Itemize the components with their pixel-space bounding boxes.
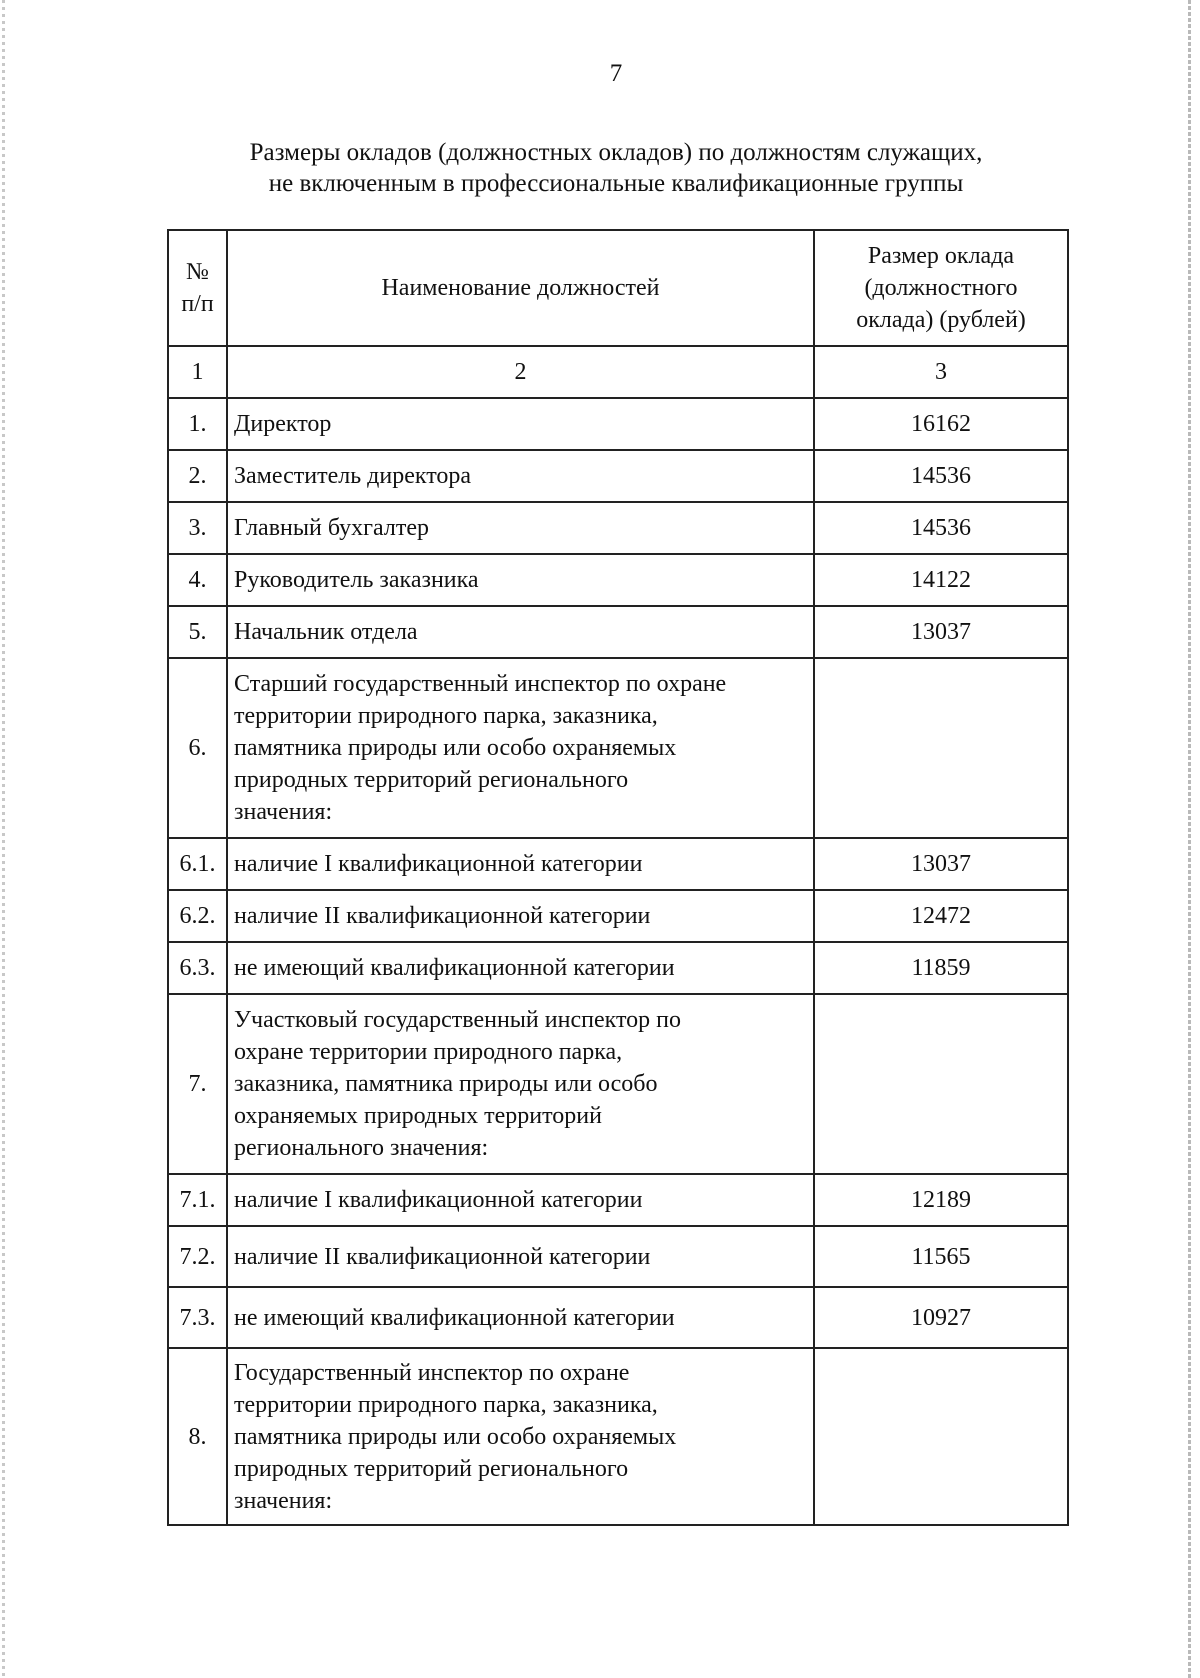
row-name-line: значения: xyxy=(234,799,333,825)
row-num: 4. xyxy=(168,554,227,606)
row-num: 1. xyxy=(168,398,227,450)
row-salary: 14536 xyxy=(814,502,1068,554)
scan-edge-right xyxy=(1188,0,1191,1678)
row-salary: 11565 xyxy=(814,1226,1068,1287)
header-num-line-1: № xyxy=(186,259,209,285)
row-name-line: природных территорий регионального xyxy=(234,1455,629,1482)
row-name-line: Участковый государственный инспектор по xyxy=(234,1007,681,1033)
row-salary: 12472 xyxy=(814,890,1068,942)
row-name: наличие I квалификационной категории xyxy=(227,838,814,890)
row-num: 2. xyxy=(168,450,227,502)
row-name: наличие II квалификационной категории xyxy=(227,890,814,942)
row-num: 6.3. xyxy=(168,942,227,994)
table-row xyxy=(168,606,1068,658)
row-name: наличие I квалификационной категории xyxy=(227,1174,814,1226)
row-num: 7.2. xyxy=(168,1226,227,1287)
row-salary xyxy=(814,994,1068,1174)
row-name: Главный бухгалтер xyxy=(227,502,814,554)
row-name xyxy=(227,994,814,1174)
row-salary: 12189 xyxy=(814,1174,1068,1226)
header-salary xyxy=(814,230,1068,346)
row-salary: 13037 xyxy=(814,606,1068,658)
row-name: наличие II квалификационной категории xyxy=(227,1226,814,1287)
table-row xyxy=(168,994,1068,1174)
table-header-row xyxy=(168,230,1068,346)
row-name-line: памятника природы или особо охраняемых xyxy=(234,735,677,761)
column-index-3: 3 xyxy=(814,346,1068,398)
row-num: 5. xyxy=(168,606,227,658)
row-name-line: территории природного парка, заказника, xyxy=(234,703,658,729)
row-salary: 16162 xyxy=(814,398,1068,450)
table-row xyxy=(168,1287,1068,1348)
scan-edge-left xyxy=(2,0,5,1678)
row-name-line: памятника природы или особо охраняемых xyxy=(234,1423,677,1450)
header-num xyxy=(168,230,227,346)
row-salary xyxy=(814,1348,1068,1525)
row-salary xyxy=(814,658,1068,838)
table-row xyxy=(168,890,1068,942)
header-salary-line-1: Размер оклада xyxy=(867,243,1015,269)
row-num: 7.1. xyxy=(168,1174,227,1226)
table-row xyxy=(168,1348,1068,1525)
column-index-1: 1 xyxy=(168,346,227,398)
salary-table xyxy=(167,229,1069,1526)
row-num: 6.2. xyxy=(168,890,227,942)
table-row xyxy=(168,554,1068,606)
row-name: Начальник отдела xyxy=(227,606,814,658)
table-row xyxy=(168,942,1068,994)
row-salary: 10927 xyxy=(814,1287,1068,1348)
title-line-2: не включенным в профессиональные квалификационные группы xyxy=(268,170,964,197)
row-name-line: охраняемых природных территорий xyxy=(234,1103,602,1129)
row-name: Руководитель заказника xyxy=(227,554,814,606)
row-name-line: Старший государственный инспектор по охране xyxy=(234,671,727,697)
row-name-line: охране территории природного парка, xyxy=(234,1039,623,1065)
table-row xyxy=(168,502,1068,554)
row-num: 6. xyxy=(168,658,227,838)
row-name: Директор xyxy=(227,398,814,450)
row-name-line: заказника, памятника природы или особо xyxy=(234,1071,658,1097)
row-num: 7.3. xyxy=(168,1287,227,1348)
row-name xyxy=(227,1348,814,1525)
row-num: 7. xyxy=(168,994,227,1174)
row-name-line: значения: xyxy=(234,1487,333,1514)
header-salary-line-2: (должностного xyxy=(864,275,1018,301)
row-name-line: территории природного парка, заказника, xyxy=(234,1391,658,1418)
row-salary: 11859 xyxy=(814,942,1068,994)
table-row xyxy=(168,838,1068,890)
page-number: 7 xyxy=(609,60,623,87)
row-name: не имеющий квалификационной категории xyxy=(227,1287,814,1348)
row-name-line: природных территорий регионального xyxy=(234,767,629,793)
table-row xyxy=(168,658,1068,838)
row-name: Заместитель директора xyxy=(227,450,814,502)
table-row xyxy=(168,398,1068,450)
row-salary: 13037 xyxy=(814,838,1068,890)
title-line-1: Размеры окладов (должностных окладов) по должностям служащих, xyxy=(249,139,983,166)
table-row xyxy=(168,450,1068,502)
column-index-2: 2 xyxy=(227,346,814,398)
row-name: не имеющий квалификационной категории xyxy=(227,942,814,994)
row-salary: 14122 xyxy=(814,554,1068,606)
table-row xyxy=(168,1174,1068,1226)
row-name-line: регионального значения: xyxy=(234,1135,489,1161)
header-num-line-2: п/п xyxy=(181,291,214,317)
header-salary-line-3: оклада) (рублей) xyxy=(856,307,1026,333)
row-num: 6.1. xyxy=(168,838,227,890)
row-name-line: Государственный инспектор по охране xyxy=(234,1359,630,1386)
header-name: Наименование должностей xyxy=(227,230,814,346)
column-index-row xyxy=(168,346,1068,398)
row-name xyxy=(227,658,814,838)
table-row xyxy=(168,1226,1068,1287)
row-salary: 14536 xyxy=(814,450,1068,502)
row-num: 3. xyxy=(168,502,227,554)
document-title xyxy=(0,137,1200,199)
row-num: 8. xyxy=(168,1348,227,1525)
